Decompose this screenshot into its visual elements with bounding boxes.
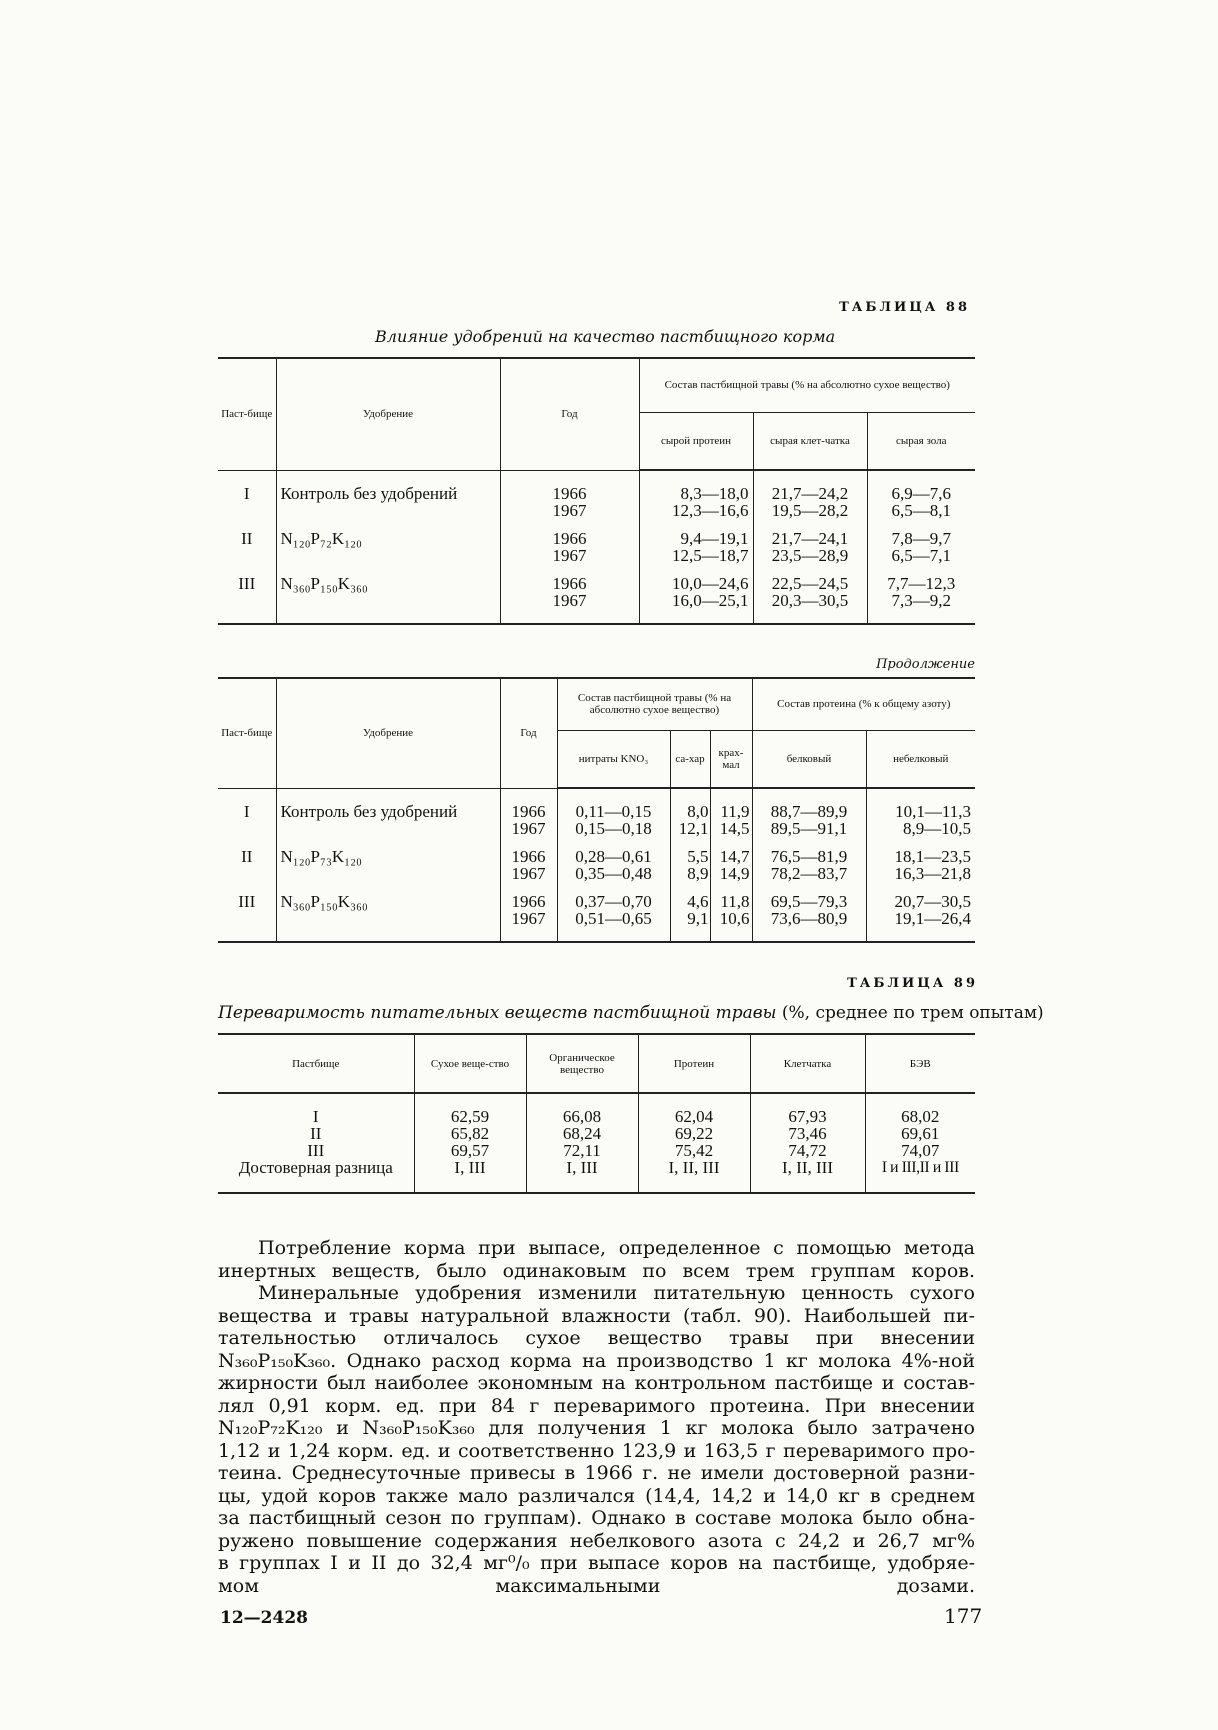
table-88c-col-fertilizer: Контроль без удобрений N₁₂₀P₇₃K₁₂₀ N₃₆₀P₁₅₀K₃₆₀: [276, 788, 500, 942]
table-88-col-pasture: I II III: [238, 483, 256, 593]
table-89-col-protein: 62,04 69,22 75,42 I, II, III: [638, 1093, 750, 1193]
header-year: Год: [500, 358, 639, 470]
header-protein-nitrogen: белковый: [752, 730, 866, 788]
table-89: [218, 1033, 975, 1194]
table-88c-col-starch: 11,9 14,5 14,7 14,9 11,8 10,6: [710, 788, 752, 942]
header-crude-fiber: сырая клет-чатка: [753, 412, 867, 470]
header-starch: крах-мал: [710, 730, 752, 788]
header-pasture: Пастбище: [218, 1034, 414, 1093]
header-year: Год: [500, 678, 557, 788]
table-88-continued: [218, 677, 975, 943]
table-88c-col-pasture: I II III: [238, 801, 256, 911]
table-88-col-fiber: 21,7—24,2 19,5—28,2 21,7—24,1 23,5—28,9 22,5—24,5 20,3—30,5: [753, 470, 867, 624]
header-fertilizer: Удобрение: [276, 678, 500, 788]
header-dry-matter: Сухое веще-ство: [414, 1034, 526, 1093]
table-88-col-protein: 8,3—18,0 12,3—16,6 9,4—19,1 12,5—18,7 10,0—24,6 16,0—25,1: [639, 470, 753, 624]
table-89-col-dry-matter: 62,59 65,82 69,57 I, III: [414, 1093, 526, 1193]
table-88-col-year: 1966 1967 1966 1967 1966 1967: [500, 470, 639, 624]
table-89-col-pasture: I II III Достоверная разница: [238, 1107, 393, 1177]
table-88-col-fertilizer: Контроль без удобрений N₁₂₀P₇₂K₁₂₀ N₃₆₀P₁₅₀K₃₆₀: [276, 470, 500, 624]
table-89-title: [218, 1003, 1044, 1023]
header-protein-composition: Состав протеина (% к общему азоту): [752, 678, 975, 730]
header-nonprotein-nitrogen: небелковый: [866, 730, 975, 788]
header-composition: Состав пастбищной травы (% на абсолютно сухое вещество): [557, 678, 752, 730]
paragraph-fertilizer-effect: Минеральные удобрения изменили питательную ценность сухого вещества и травы натуральной влажности (табл. 90). Наибольшей пи- тательностью отличалось сухое вещество травы при внесении N₃₆₀P₁₅₀K₃₆₀. Однако расход корма на производство 1 кг молока 4%-ной жирности был наиболее экономным на контрольном пастбище и состав- лял 0,91 корм. ед. при 84 г переваримого протеина. При внесении N₁₂₀P₇₂K₁₂₀ и N₃₆₀P₁₅₀K₃₆₀ для получения 1 кг молока было затрачено 1,12 и 1,24 корм. ед. и соответственно 123,9 и 163,5 г переваримого про- теина. Среднесуточные привесы в 1966 г. не имели достоверной разни- цы, удой коров также мало различался (14,4, 14,2 и 14,0 кг в среднем за пастбищный сезон по группам). Однако в составе молока было обна- ружено повышение содержания небелкового азота с 24,2 и 26,7 мг% в группах I и II до 32,4 мг⁰/₀ при выпасе коров на пастбище, удобряе- мом максимальными дозами.: [218, 1282, 975, 1597]
header-crude-ash: сырая зола: [867, 412, 975, 470]
table-88c-col-nonprotein-n: 10,1—11,3 8,9—10,5 18,1—23,5 16,3—21,8 20,7—30,5 19,1—26,4: [866, 788, 975, 942]
header-nitrates: нитраты KNO₃: [557, 730, 670, 788]
table-89-label: ТАБЛИЦА 89: [847, 976, 978, 991]
table-88: [218, 357, 975, 625]
signature-mark: 12—2428: [220, 1608, 308, 1628]
table-88c-col-year: 1966 1967 1966 1967 1966 1967: [500, 788, 557, 942]
table-88c-col-sugar: 8,0 12,1 5,5 8,9 4,6 9,1: [670, 788, 710, 942]
header-fiber: Клетчатка: [750, 1034, 865, 1093]
page-number: 177: [944, 1604, 983, 1628]
table-88c-col-nitrates: 0,11—0,15 0,15—0,18 0,28—0,61 0,35—0,48 0,37—0,70 0,51—0,65: [557, 788, 670, 942]
table-88-title: Влияние удобрений на качество пастбищного корма: [375, 327, 836, 346]
header-protein: Протеин: [638, 1034, 750, 1093]
header-composition: Состав пастбищной травы (% на абсолютно сухое вещество): [639, 358, 975, 412]
continuation-label: Продолжение: [876, 657, 975, 672]
table-89-col-nfe: 68,02 69,61 74,07 I и III,II и III: [865, 1093, 975, 1193]
table-88-label: ТАБЛИЦА 88: [839, 300, 970, 315]
table-88c-col-protein-n: 88,7—89,9 89,5—91,1 76,5—81,9 78,2—83,7 69,5—79,3 73,6—80,9: [752, 788, 866, 942]
header-crude-protein: сырой протеин: [639, 412, 753, 470]
header-pasture: Паст-бище: [218, 358, 276, 470]
table-88-col-ash: 6,9—7,6 6,5—8,1 7,8—9,7 6,5—7,1 7,7—12,3 7,3—9,2: [867, 470, 975, 624]
paragraph-feed-intake: Потребление корма при выпасе, определенное с помощью метода инертных веществ, было одинаковым по всем трем группам коров.: [218, 1237, 975, 1282]
table-89-col-fiber: 67,93 73,46 74,72 I, II, III: [750, 1093, 865, 1193]
table-89-title-note: (%, среднее по трем опытам): [776, 1003, 1044, 1023]
header-pasture: Паст-бище: [218, 678, 276, 788]
table-89-title-italic: Переваримость питательных веществ пастбищной травы: [218, 1003, 777, 1023]
header-sugar: са-хар: [670, 730, 710, 788]
header-organic-matter: Органическое вещество: [526, 1034, 638, 1093]
header-fertilizer: Удобрение: [276, 358, 500, 470]
header-nfe: БЭВ: [865, 1034, 975, 1093]
table-89-col-organic: 66,08 68,24 72,11 I, III: [526, 1093, 638, 1193]
